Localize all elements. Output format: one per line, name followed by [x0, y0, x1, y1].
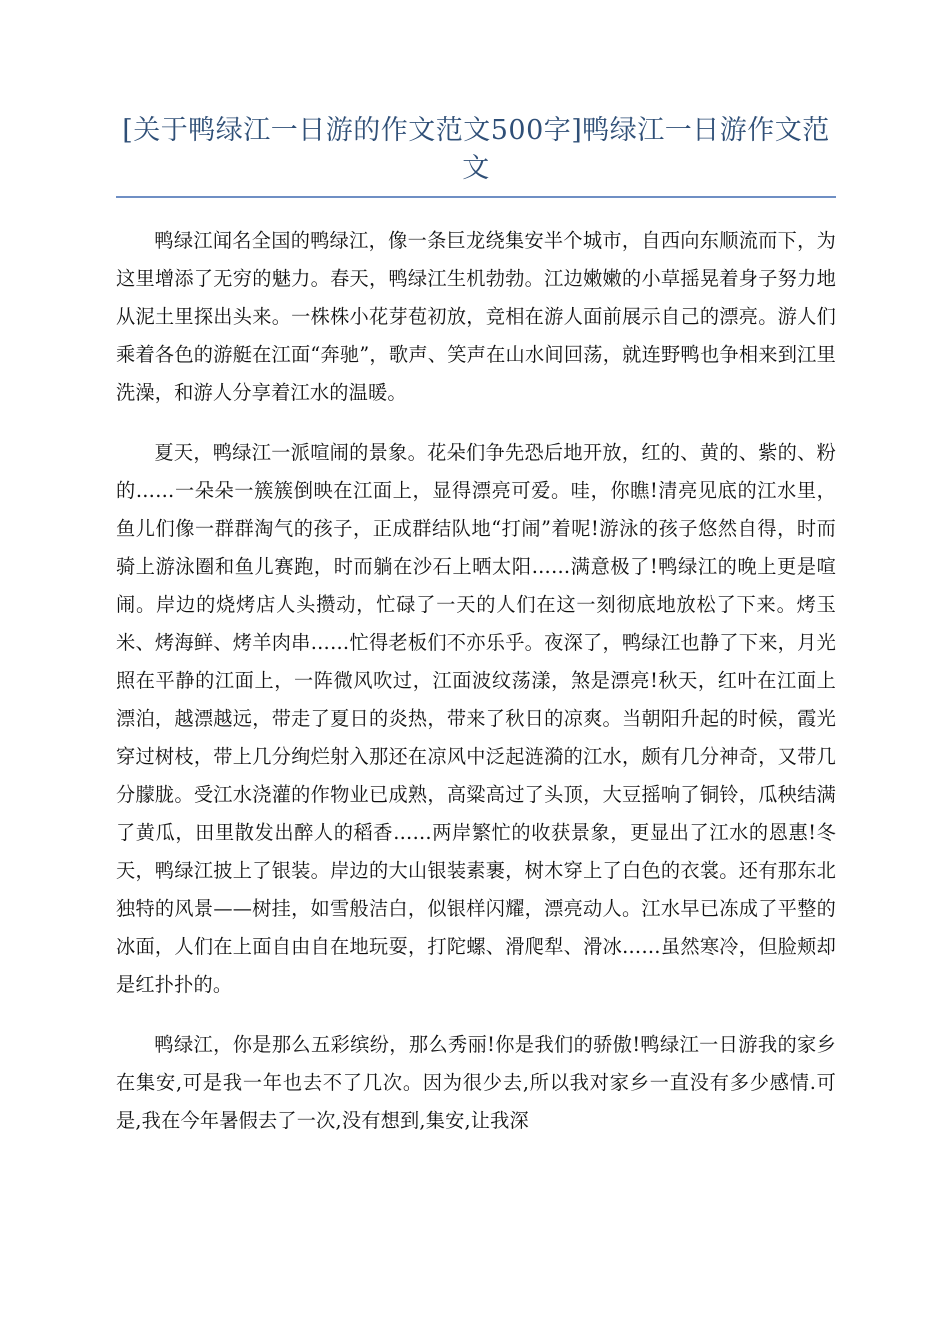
paragraph-spring: 鸭绿江闻名全国的鸭绿江，像一条巨龙绕集安半个城市，自西向东顺流而下，为这里增添了无穷的魅力。春天，鸭绿江生机勃勃。江边嫩嫩的小草摇晃着身子努力地从泥土里探出头来。一株株小花芽苞初放，竞相在游人面前展示自己的漂亮。游人们乘着各色的游艇在江面“奔驰”，歌声、笑声在山水间回荡，就连野鸭也争相来到江里洗澡，和游人分享着江水的温暖。 [116, 229, 836, 404]
paragraph-summer-autumn-winter: 夏天，鸭绿江一派喧闹的景象。花朵们争先恐后地开放，红的、黄的、紫的、粉的……一朵朵一簇簇倒映在江面上，显得漂亮可爱。哇，你瞧!清亮见底的江水里，鱼儿们像一群群淘气的孩子，正成群结队地“打闹”着呢!游泳的孩子悠然自得，时而骑上游泳圈和鱼儿赛跑，时而躺在沙石上晒太阳……满意极了!鸭绿江的晚上更是喧闹。岸边的烧烤店人头攒动，忙碌了一天的人们在这一刻彻底地放松了下来。烤玉米、烤海鲜、烤羊肉串……忙得老板们不亦乐乎。夜深了，鸭绿江也静了下来，月光照在平静的江面上，一阵微风吹过，江面波纹荡漾，煞是漂亮!秋天，红叶在江面上漂泊，越漂越远，带走了夏日的炎热，带来了秋日的凉爽。当朝阳升起的时候，霞光穿过树枝，带上几分绚烂射入那还在凉风中泛起涟漪的江水，颇有几分神奇，又带几分朦胧。受江水浇灌的作物业已成熟，高粱高过了头顶，大豆摇响了铜铃，瓜秧结满了黄瓜，田里散发出醉人的稻香……两岸繁忙的收获景象，更显出了江水的恩惠!冬天，鸭绿江披上了银装。岸边的大山银装素裹，树木穿上了白色的衣裳。还有那东北独特的风景——树挂，如雪般洁白，似银样闪耀，漂亮动人。江水早已冻成了平整的冰面，人们在上面自由自在地玩耍，打陀螺、滑爬犁、滑冰……虽然寒冷，但脸颊却是红扑扑的。 [116, 441, 836, 996]
paragraph-conclusion: 鸭绿江，你是那么五彩缤纷，那么秀丽!你是我们的骄傲!鸭绿江一日游我的家乡在集安,可是我一年也去不了几次。因为很少去,所以我对家乡一直没有多少感情.可是,我在今年暑假去了一次,没有想到,集安,让我深 [116, 1033, 836, 1132]
title-underline-divider [116, 196, 836, 198]
document-page [116, 112, 836, 1162]
document-title: [关于鸭绿江一日游的作文范文500字]鸭绿江一日游作文范文 [122, 115, 830, 184]
